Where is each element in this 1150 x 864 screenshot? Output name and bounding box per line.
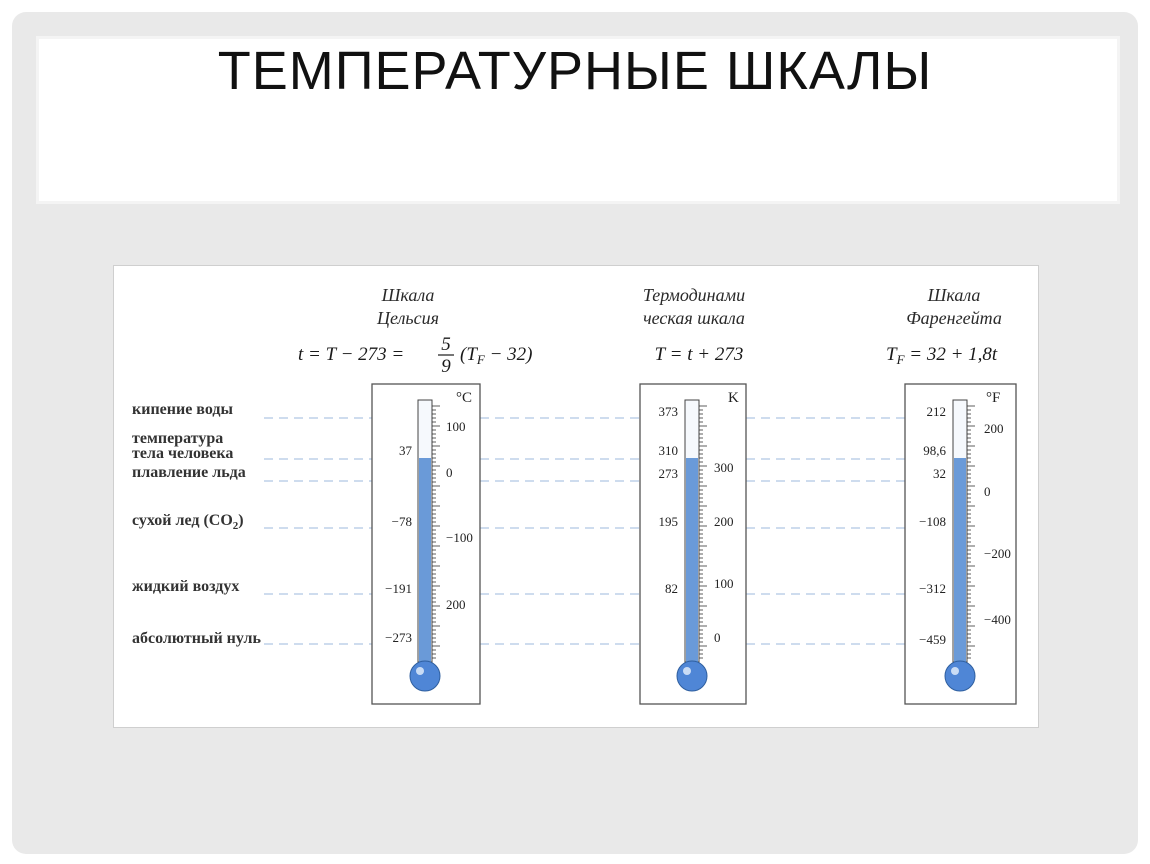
- fahrenheit-value-32: 32: [933, 466, 946, 481]
- kelvin-bulb: [677, 661, 707, 691]
- kelvin-value-373: 373: [658, 404, 678, 419]
- kelvin-header-line-1: Термодинами: [642, 285, 746, 305]
- celsius-value-37: 37: [399, 443, 412, 458]
- fahrenheit-value-minus-459: −459: [919, 632, 946, 647]
- fahrenheit-value-212: 212: [926, 404, 946, 419]
- figure-svg: [114, 266, 1038, 727]
- celsius-header-line-2: Цельсия: [377, 308, 439, 328]
- kelvin-value-82: 82: [665, 581, 678, 596]
- label-boiling-water: кипение воды: [132, 401, 233, 418]
- celsius-tick-0: 0: [446, 465, 453, 480]
- celsius-unit-label: °C: [456, 390, 473, 406]
- fahrenheit-header-line-1: Шкала: [927, 285, 981, 305]
- temperature-scales-figure: [113, 265, 1039, 728]
- celsius-tick-minus-100: −100: [446, 530, 473, 545]
- kelvin-header-line-2: ческая шкала: [643, 308, 745, 328]
- celsius-formula-lhs: t = T − 273 =: [298, 344, 405, 365]
- kelvin-formula: T = t + 273: [654, 344, 744, 365]
- fahrenheit-mercury-column: [954, 458, 966, 670]
- kelvin-bulb-highlight: [683, 667, 691, 675]
- celsius-formula-numerator: 5: [441, 334, 451, 355]
- kelvin-value-310: 310: [658, 443, 678, 458]
- kelvin-value-273: 273: [658, 466, 678, 481]
- fahrenheit-unit-label: °F: [986, 390, 1001, 406]
- fahrenheit-tick-200: 200: [984, 421, 1004, 436]
- kelvin-tick-300: 300: [714, 460, 734, 475]
- guide-lines: [264, 418, 905, 644]
- fahrenheit-value-minus-108: −108: [919, 514, 946, 529]
- celsius-tick-100: 100: [446, 419, 466, 434]
- celsius-formula: [298, 334, 533, 377]
- label-ice-melting: плавление льда: [132, 464, 246, 481]
- kelvin-unit-label: K: [728, 390, 739, 406]
- kelvin-tick-100: 100: [714, 576, 734, 591]
- celsius-value-minus-191: −191: [385, 581, 412, 596]
- kelvin-value-195: 195: [658, 514, 678, 529]
- fahrenheit-value-minus-312: −312: [919, 581, 946, 596]
- celsius-value-minus-78: −78: [391, 514, 412, 529]
- fahrenheit-value-98-6: 98,6: [923, 443, 946, 458]
- label-human-body-line-2: тела человека: [132, 445, 234, 462]
- label-dry-ice: сухой лед $(CO_2)$: [132, 512, 244, 532]
- fahrenheit-header-line-2: Фаренгейта: [906, 308, 1002, 328]
- fahrenheit-bulb: [945, 661, 975, 691]
- celsius-tick-200: 200: [446, 597, 466, 612]
- celsius-formula-paren: $(T_F - 32)$: [460, 344, 533, 367]
- celsius-mercury-column: [419, 458, 431, 670]
- kelvin-tick-0: 0: [714, 630, 721, 645]
- celsius-formula-denominator: 9: [441, 356, 451, 377]
- page-title: ТЕМПЕРАТУРНЫЕ ШКАЛЫ: [217, 41, 933, 101]
- kelvin-tick-200: 200: [714, 514, 734, 529]
- label-human-body-line-1: температура: [132, 430, 224, 447]
- fahrenheit-tick-0: 0: [984, 484, 991, 499]
- celsius-header-line-1: Шкала: [381, 285, 435, 305]
- celsius-bulb: [410, 661, 440, 691]
- celsius-value-minus-273: −273: [385, 630, 412, 645]
- fahrenheit-tick-minus-200: −200: [984, 546, 1011, 561]
- fahrenheit-tick-minus-400: −400: [984, 612, 1011, 627]
- fahrenheit-bulb-highlight: [951, 667, 959, 675]
- label-absolute-zero: абсолютный нуль: [132, 630, 261, 647]
- label-liquid-air: жидкий воздух: [132, 578, 240, 595]
- fahrenheit-formula: $T_F = 32 + 1,8t$: [886, 344, 998, 367]
- celsius-bulb-highlight: [416, 667, 424, 675]
- kelvin-mercury-column: [686, 458, 698, 670]
